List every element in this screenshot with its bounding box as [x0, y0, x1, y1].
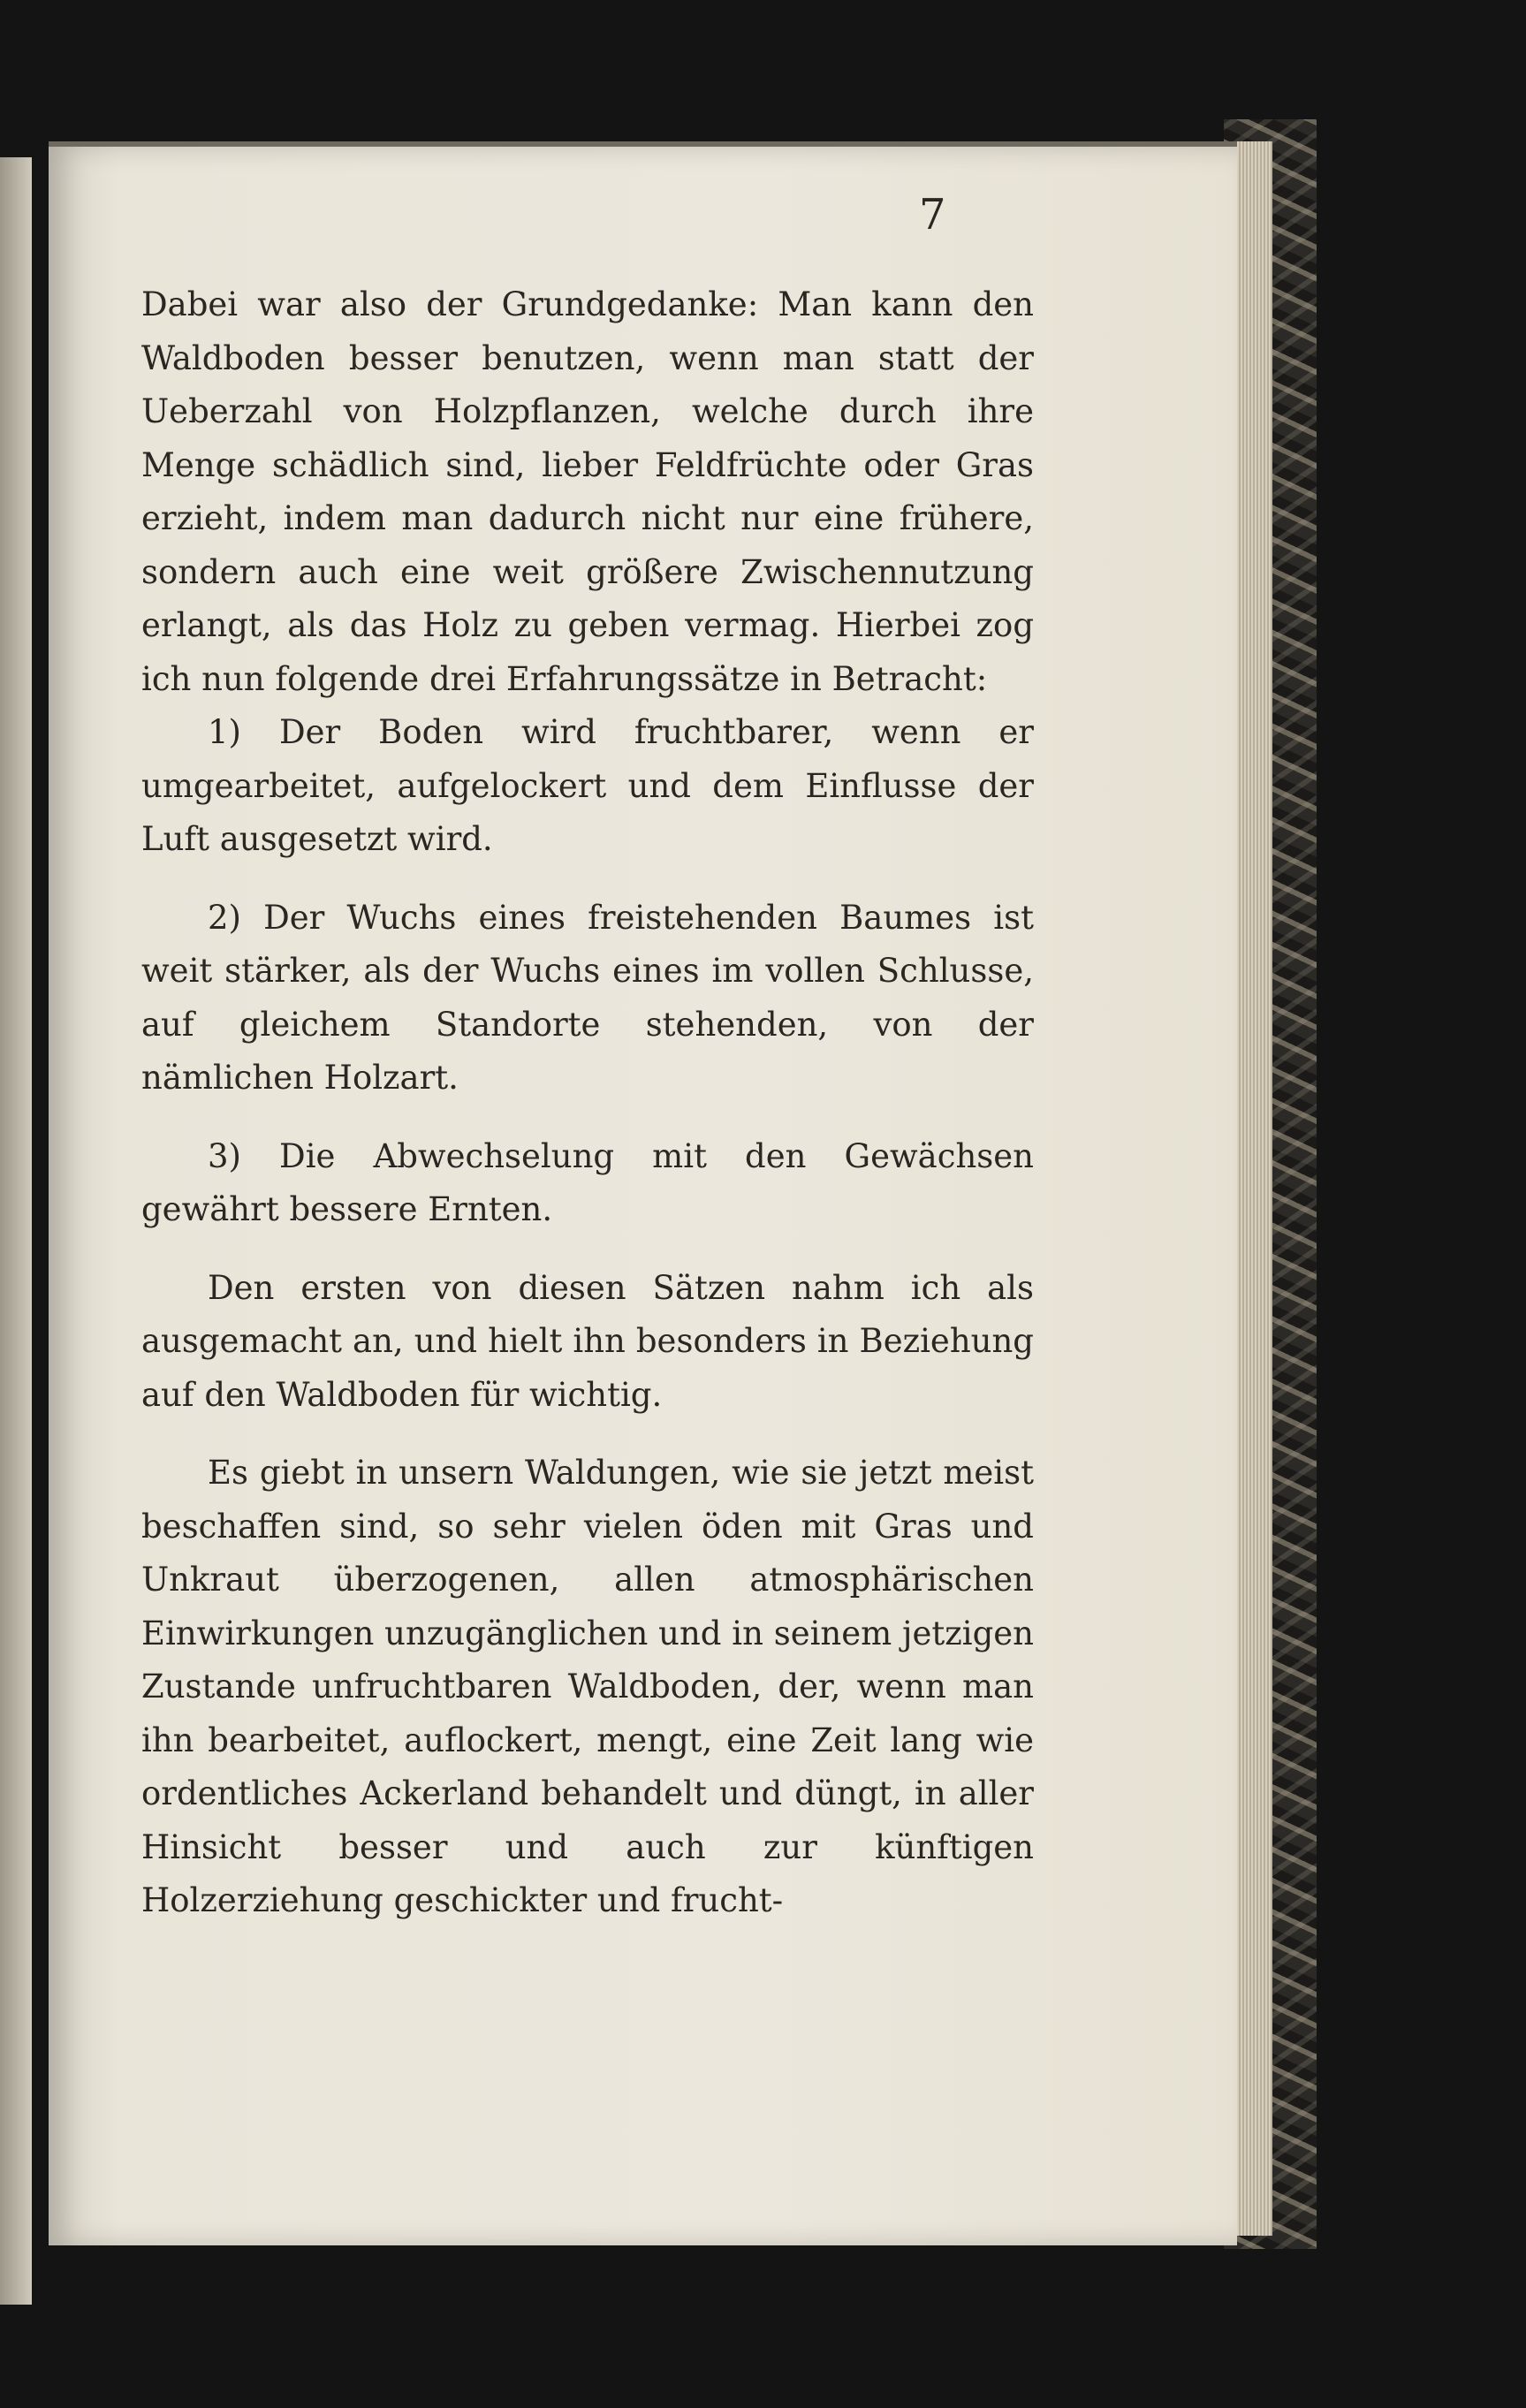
paragraph-principle-3: 3) Die Abwechselung mit den Gewächsen gewährt bessere Ernten.: [141, 1136, 1034, 1228]
paragraph-principle-2: 2) Der Wuchs eines freistehenden Baumes ist weit stärker, als der Wuchs eines im vollen Schlusse, auf gleichem Standorte stehenden, von der nämlichen Holzart.: [141, 898, 1034, 1097]
paragraph-waldboden: Es giebt in unsern Waldungen, wie sie jetzt meist beschaffen sind, so sehr vielen öden mit Gras und Unkraut überzogenen, allen atmosphärischen Einwirkungen unzugänglichen und in seinem jetzigen Zustande unfruchtbaren Waldboden, der, wenn man ihn bearbeitet, auflockert, mengt, eine Zeit lang wie ordentliches Ackerland behandelt und düngt, in aller Hinsicht besser und auch zur künftigen Holzerziehung geschickter und frucht-: [141, 1454, 1034, 1919]
paragraph-intro: Dabei war also der Grundgedanke: Man kann den Waldboden besser benutzen, wenn man statt der Ueberzahl von Holzpflanzen, welche durch ihre Menge schädlich sind, lieber Feldfrüchte oder Gras erzieht, indem man dadurch nicht nur eine frühere, sondern auch eine weit größere Zwischennutzung erlangt, als das Holz zu geben vermag. Hierbei zog ich nun folgende drei Erfahrungssätze in Betracht:: [141, 285, 1034, 698]
page-number: 7: [919, 190, 946, 239]
paragraph-principle-1: 1) Der Boden wird fruchtbarer, wenn er umgearbeitet, aufgelockert und dem Einflusse der Luft ausgesetzt wird.: [141, 713, 1034, 858]
page-text: [141, 278, 1034, 1928]
left-page-edge: [0, 157, 32, 2305]
paragraph-first-principle: Den ersten von diesen Sätzen nahm ich als ausgemacht an, und hielt ihn besonders in Beziehung auf den Waldboden für wichtig.: [141, 1268, 1034, 1414]
